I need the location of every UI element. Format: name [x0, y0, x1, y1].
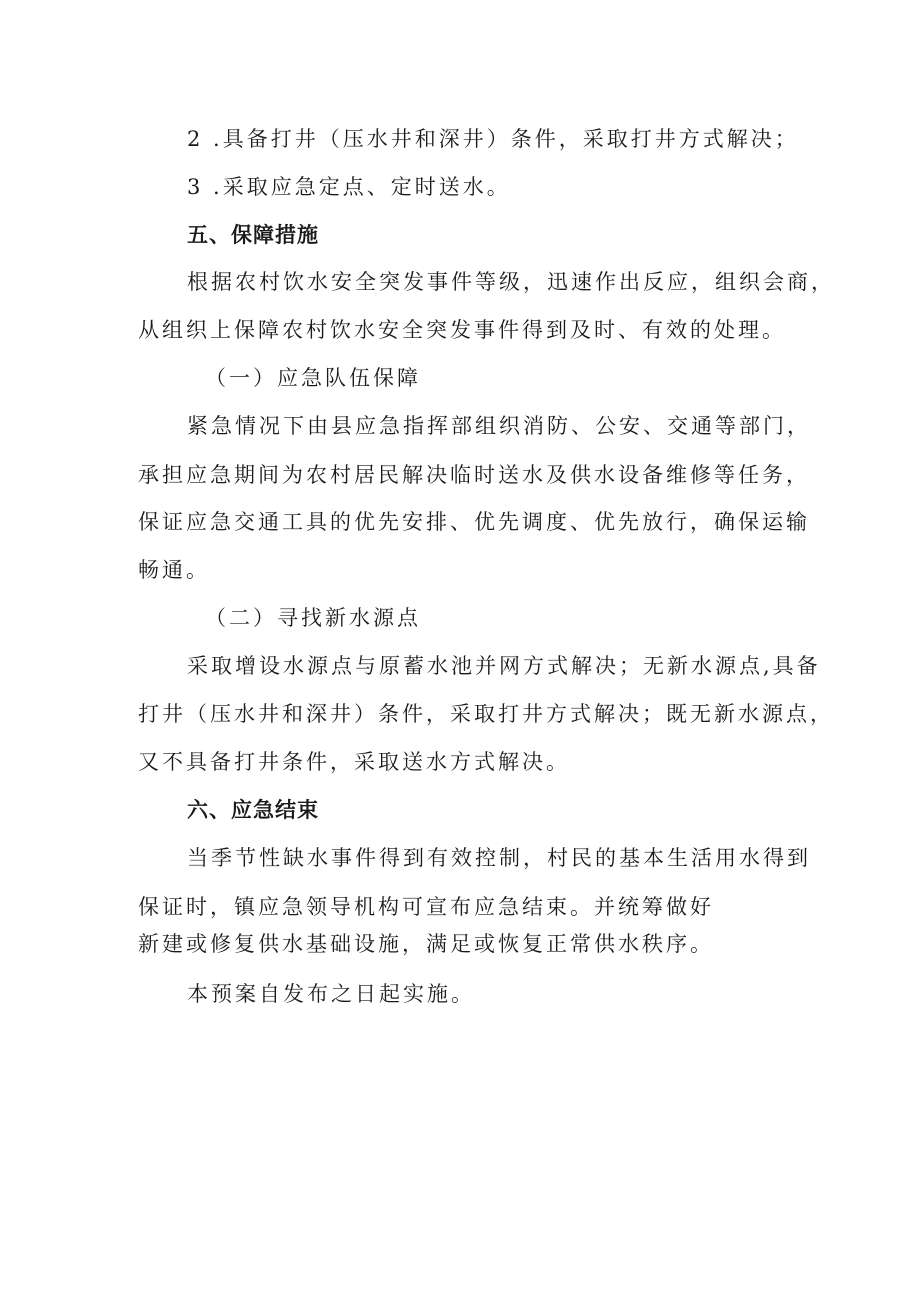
- paragraph-line: 保证时，镇应急领导机构可宣布应急结束。并统筹做好: [138, 895, 714, 919]
- paragraph-line: 承担应急期间为农村居民解决临时送水及供水设备维修等任务，: [138, 463, 810, 487]
- paragraph-line: 采取增设水源点与原蓄水池并网方式解决；无新水源点,具备: [187, 654, 821, 678]
- paragraph-line: 打井（压水井和深井）条件，采取打井方式解决；既无新水源点，: [138, 702, 834, 726]
- section-heading-5: 五、保障措施: [187, 223, 319, 247]
- paragraph-line: 当季节性缺水事件得到有效控制，村民的基本生活用水得到: [187, 846, 811, 870]
- paragraph-line: 从组织上保障农村饮水安全突发事件得到及时、有效的处理。: [138, 318, 786, 342]
- paragraph-line: 新建或修复供水基础设施，满足或恢复正常供水秩序。: [138, 932, 714, 956]
- paragraph-line: 根据农村饮水安全突发事件等级，迅速作出反应，组织会商，: [187, 270, 835, 294]
- subsection-heading-2: （二）寻找新水源点: [205, 606, 421, 630]
- list-item-2: 2 .具备打井（压水井和深井）条件，采取打井方式解决；: [187, 127, 799, 151]
- paragraph-line: 又不具备打井条件，采取送水方式解决。: [138, 750, 570, 774]
- section-heading-6: 六、应急结束: [187, 798, 319, 822]
- paragraph-line: 保证应急交通工具的优先安排、优先调度、优先放行，确保运输: [138, 510, 810, 534]
- closing-line: 本预案自发布之日起实施。: [187, 982, 475, 1006]
- list-item-3: 3 .采取应急定点、定时送水。: [187, 175, 511, 199]
- subsection-heading-1: （一）应急队伍保障: [205, 366, 421, 390]
- paragraph-line: 畅通。: [138, 558, 210, 582]
- paragraph-line: 紧急情况下由县应急指挥部组织消防、公安、交通等部门，: [187, 414, 811, 438]
